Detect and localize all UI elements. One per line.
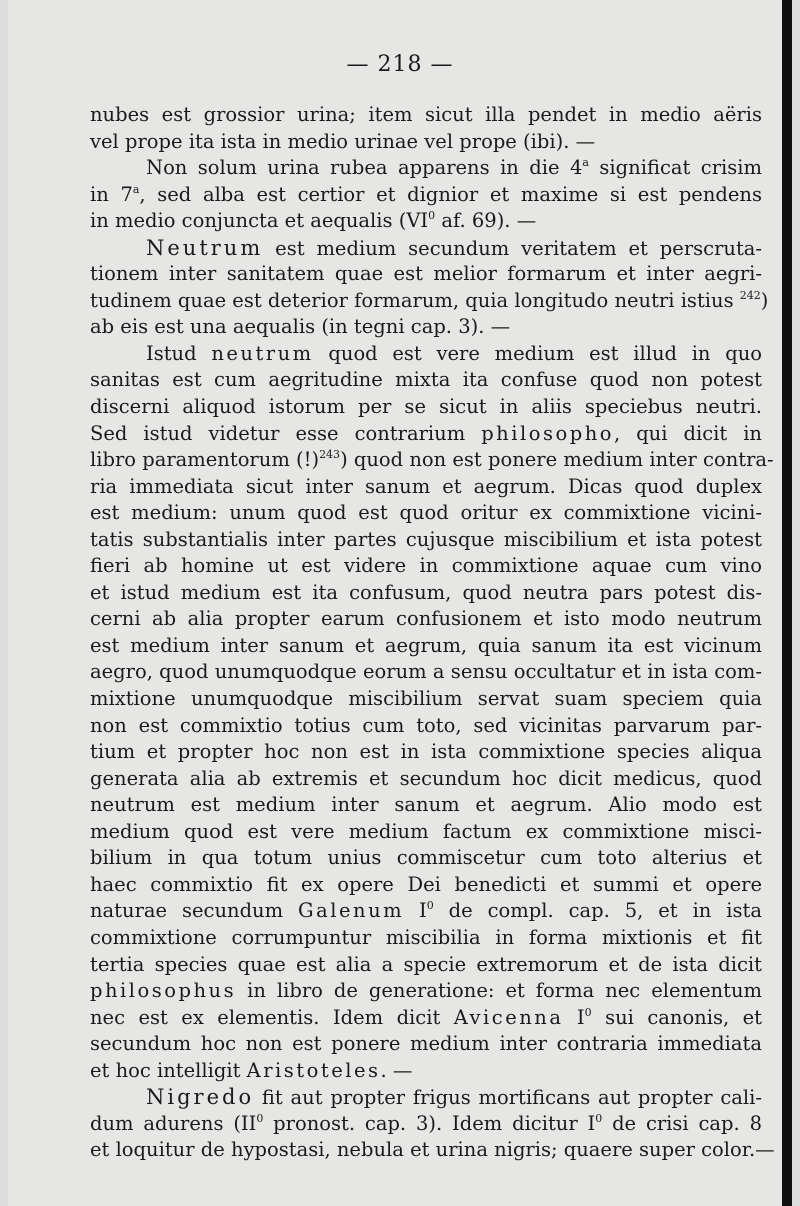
text-run: ) quod non est ponere medium inter contra- — [340, 448, 774, 472]
text-line — [90, 1058, 762, 1085]
page-number: — 218 — — [346, 52, 454, 77]
text-line — [90, 447, 774, 474]
text-run: tatis substantialis inter partes cujusque miscibilium et ista potest — [90, 527, 762, 551]
spaced-name: neutrum — [211, 341, 314, 365]
text-line — [90, 208, 762, 235]
text-run: significat crisim — [588, 156, 762, 180]
spaced-name: Avicenna — [453, 1005, 564, 1029]
text-line — [90, 845, 762, 872]
text-line — [90, 155, 762, 182]
text-run: in medio conjuncta et aequalis (VI — [90, 209, 429, 233]
text-run: et istud medium est ita confusum, quod neutra pars potest dis- — [90, 580, 762, 604]
text-line — [90, 553, 762, 580]
text-run: vel prope ita ista in medio urinae vel prope (ibi). — — [90, 129, 596, 153]
text-line — [90, 898, 762, 925]
text-line — [90, 1137, 775, 1164]
text-run: ria immediata sicut inter sanum et aegrum. Dicas quod duplex — [90, 474, 762, 498]
text-line — [90, 686, 762, 713]
text-run: fieri ab homine ut est videre in commixtione aquae cum vino — [90, 554, 762, 578]
section-keyword: Neutrum — [146, 235, 264, 260]
text-run: medium quod est vere medium factum ex commixtione misci- — [90, 819, 762, 843]
text-line — [90, 952, 762, 979]
superscript: 0 — [584, 1005, 592, 1019]
text-run: , qui dicit in — [614, 421, 762, 445]
text-line — [90, 394, 762, 421]
text-run: tudinem quae est deterior formarum, quia longitudo neutri istius — [90, 288, 740, 312]
text-run: de compl. cap. 5, et in ista — [433, 899, 762, 923]
text-run: est medium: unum quod est quod oritur ex commixtione vicini- — [90, 501, 762, 525]
text-run: neutrum est medium inter sanum et aegrum. Alio modo est — [90, 793, 762, 817]
text-line — [90, 421, 762, 448]
text-run: I — [404, 899, 427, 923]
text-run: bilium in qua totum unius commiscetur cum toto alterius et — [90, 846, 762, 870]
text-run: I — [563, 1005, 585, 1029]
spaced-name: Galenum — [298, 899, 405, 923]
spaced-name: Aristoteles — [246, 1058, 381, 1082]
text-run: de crisi cap. 8 — [602, 1111, 762, 1135]
text-run: nubes est grossior urina; item sicut illa pendet in medio aëris — [90, 103, 762, 126]
text-run: est medium inter sanum et aegrum, quia sanum ita est vicinum — [90, 633, 762, 657]
superscript: a — [132, 182, 140, 196]
text-run: commixtione corrumpuntur miscibilia in forma mixtionis et fit — [90, 925, 762, 949]
text-run: Sed istud videtur esse contrarium — [90, 421, 482, 445]
text-run: libro paramentorum (!) — [90, 448, 320, 472]
text-run: af. 69). — — [435, 209, 537, 233]
text-run: in libro de generatione: et forma nec elementum — [236, 979, 762, 1003]
text-line — [90, 739, 762, 766]
text-run: Non solum urina rubea apparens in die 4 — [146, 156, 583, 180]
text-run: nec est ex elementis. Idem dicit — [90, 1005, 454, 1029]
text-line — [90, 1111, 762, 1138]
text-run: Istud — [146, 341, 212, 365]
text-line — [90, 500, 762, 527]
text-run: secundum hoc non est ponere medium inter contraria immediata — [90, 1032, 762, 1056]
text-run: sui canonis, et — [591, 1005, 763, 1029]
text-line — [90, 235, 762, 262]
text-run: quod est vere medium est illud in quo — [313, 341, 762, 365]
page-edge-shadow — [782, 0, 792, 1206]
text-run: in 7 — [90, 182, 133, 206]
superscript: a — [582, 156, 589, 170]
text-line — [90, 1005, 762, 1032]
section-keyword: Nigredo — [146, 1085, 255, 1110]
text-run: generata alia ab extremis et secundum hoc dicit medicus, quod — [90, 766, 762, 790]
text-line — [90, 527, 762, 554]
superscript: 242 — [739, 288, 761, 302]
text-line — [90, 633, 762, 660]
text-run: cerni ab alia propter earum confusionem et isto modo neutrum — [90, 607, 762, 631]
text-run: . — — [380, 1058, 413, 1082]
text-run: non est commixtio totius cum toto, sed vicinitas parvarum par- — [90, 713, 762, 737]
text-line — [90, 182, 762, 209]
text-run: , sed alba est certior et dignior et maxime si est pendens — [139, 182, 762, 206]
text-run: pronost. cap. 3). Idem dicitur I — [263, 1111, 596, 1135]
text-line — [90, 261, 762, 288]
text-line — [90, 659, 762, 686]
text-run: haec commixtio fit ex opere Dei benedicti et summi et opere — [90, 872, 762, 896]
text-line — [90, 474, 762, 501]
text-line — [90, 580, 762, 607]
text-line — [90, 341, 762, 368]
text-line — [90, 978, 762, 1005]
text-run: mixtione unumquodque miscibilium servat suam speciem quia — [90, 687, 762, 711]
text-run: naturae secundum — [90, 899, 299, 923]
text-run: tionem inter sanitatem quae est melior formarum et inter aegri- — [90, 262, 762, 286]
spaced-name: philosopho — [481, 421, 614, 445]
text-line — [90, 102, 762, 129]
text-line — [90, 367, 762, 394]
text-line — [90, 819, 762, 846]
text-run: et hoc intelligit — [90, 1058, 247, 1082]
text-run: ) — [760, 288, 769, 312]
text-run: tium et propter hoc non est in ista commixtione species aliqua — [90, 740, 762, 764]
text-line — [90, 1031, 762, 1058]
text-run: dum adurens (II — [90, 1111, 257, 1135]
superscript: 0 — [595, 1111, 603, 1125]
body-text — [90, 102, 775, 1164]
text-line — [90, 925, 762, 952]
superscript: 0 — [426, 899, 434, 913]
text-run: est medium secundum veritatem et perscruta- — [263, 236, 762, 260]
superscript: 0 — [256, 1111, 264, 1125]
text-run: et loquitur de hypostasi, nebula et urina nigris; quaere super color.— — [90, 1138, 775, 1162]
spaced-name: philosophus — [90, 979, 237, 1003]
book-page — [8, 0, 792, 1206]
text-run: sanitas est cum aegritudine mixta ita confuse quod non potest — [90, 368, 762, 392]
text-line — [90, 713, 762, 740]
superscript: 0 — [428, 209, 436, 223]
text-line — [90, 872, 762, 899]
text-run: ab eis est una aequalis (in tegni cap. 3). — — [90, 315, 511, 339]
text-run: discerni aliquod istorum per se sicut in aliis speciebus neutri. — [90, 395, 762, 419]
text-run: aegro, quod unumquodque eorum a sensu occultatur et in ista com- — [90, 660, 762, 684]
text-run: fit aut propter frigus mortificans aut propter cali- — [254, 1086, 762, 1110]
text-line — [90, 1084, 762, 1111]
text-line — [90, 288, 769, 315]
text-line — [90, 792, 762, 819]
text-line — [90, 314, 762, 341]
text-line — [90, 606, 762, 633]
superscript: 243 — [319, 448, 341, 462]
text-line — [90, 766, 762, 793]
text-run: tertia species quae est alia a specie extremorum et de ista dicit — [90, 952, 762, 976]
text-line — [90, 129, 762, 156]
